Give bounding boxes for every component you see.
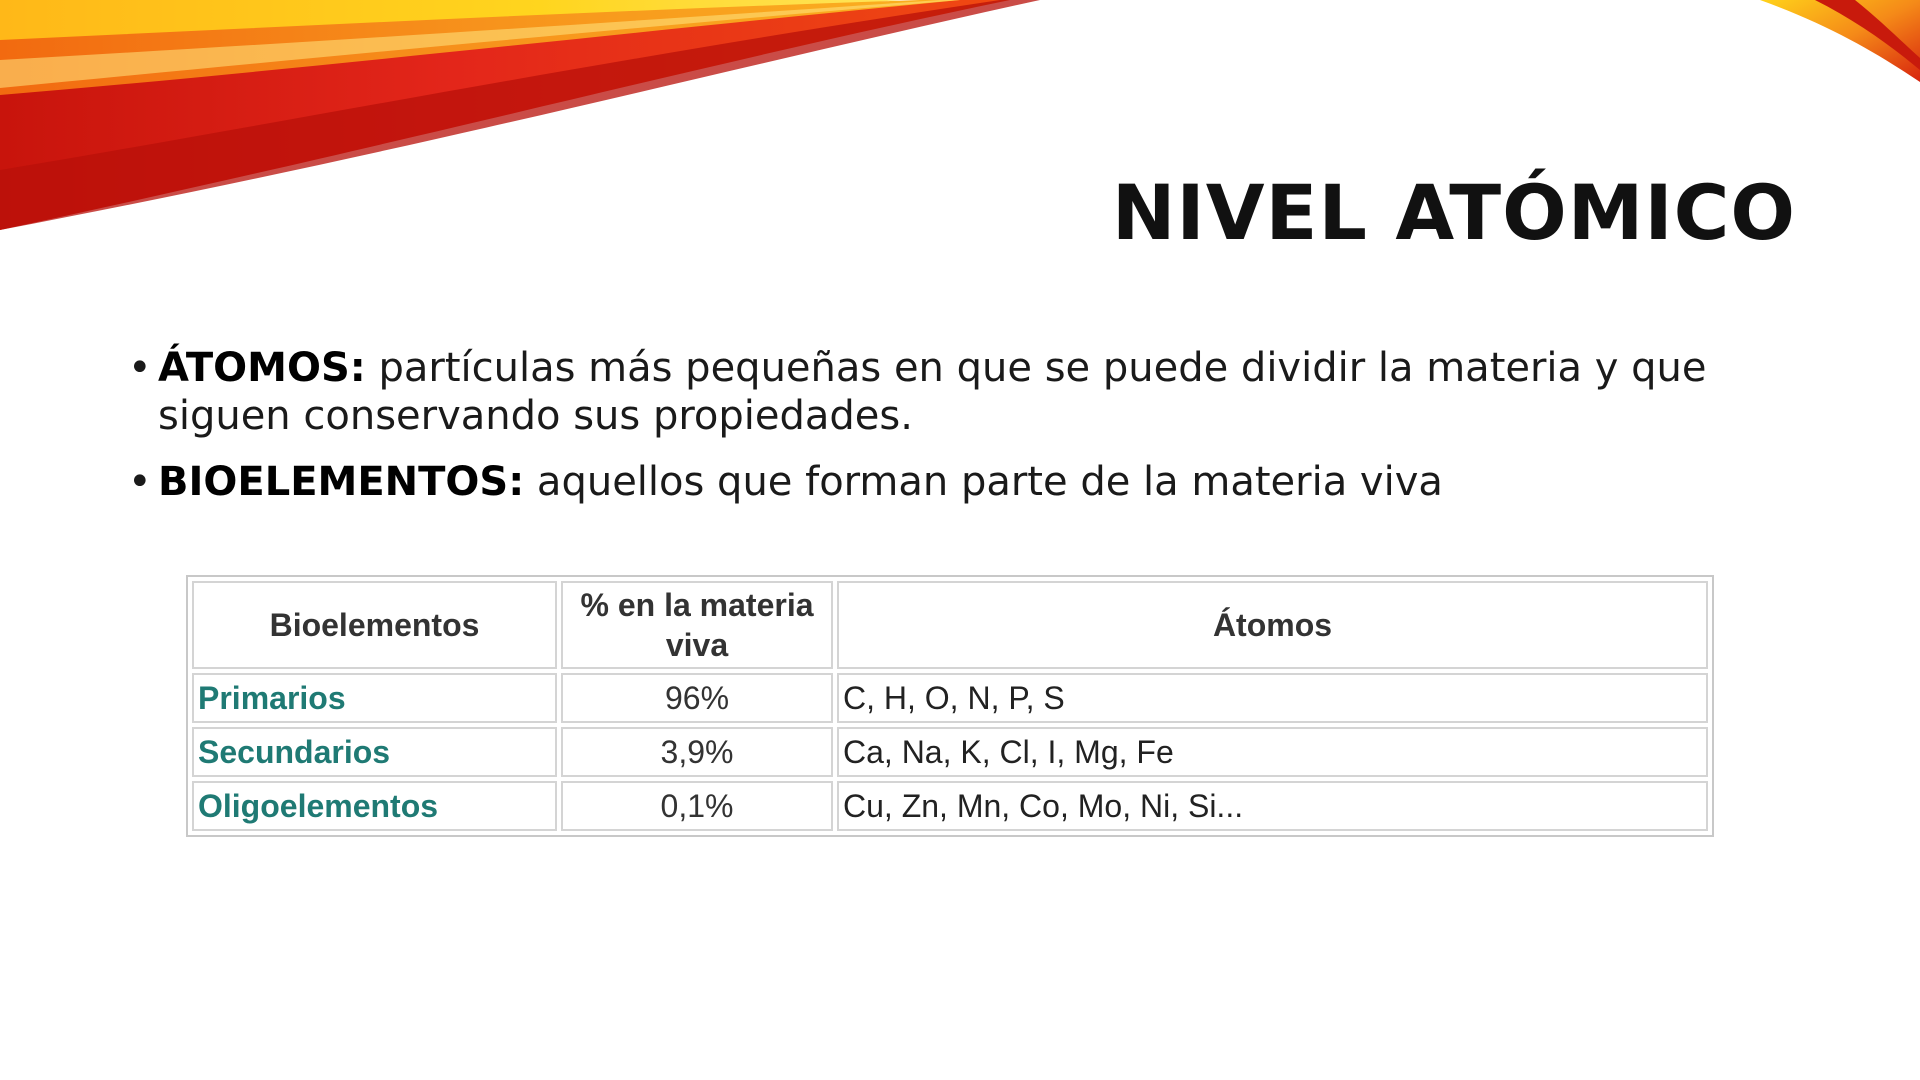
table-row — [192, 673, 1708, 723]
bullet-list — [128, 344, 1808, 524]
bullet-text: partículas más pequeñas en que se puede dividir la materia y que siguen conservando sus propiedades. — [158, 345, 1707, 439]
cell-category: Primarios — [192, 673, 557, 723]
cell-percent: 96% — [561, 673, 833, 723]
bioelements-table — [186, 575, 1714, 837]
table-header-row — [192, 581, 1708, 669]
cell-atoms: Ca, Na, K, Cl, I, Mg, Fe — [837, 727, 1708, 777]
cell-percent: 0,1% — [561, 781, 833, 831]
header-bioelementos: Bioelementos — [192, 581, 557, 669]
slide-title: NIVEL ATÓMICO — [1111, 168, 1796, 257]
cell-atoms: Cu, Zn, Mn, Co, Mo, Ni, Si... — [837, 781, 1708, 831]
bullet-term: BIOELEMENTOS: — [158, 459, 525, 505]
cell-atoms: C, H, O, N, P, S — [837, 673, 1708, 723]
header-atomos: Átomos — [837, 581, 1708, 669]
table-row — [192, 781, 1708, 831]
bullet-bioelementos — [128, 458, 1808, 506]
cell-category: Secundarios — [192, 727, 557, 777]
bullet-atomos — [128, 344, 1808, 440]
bullet-term: ÁTOMOS: — [158, 345, 366, 391]
bullet-dot-icon: • — [128, 459, 152, 505]
cell-percent: 3,9% — [561, 727, 833, 777]
table-row — [192, 727, 1708, 777]
bioelements-table-container — [186, 575, 1714, 837]
bullet-text: aquellos que forman parte de la materia viva — [524, 459, 1443, 505]
cell-category: Oligoelementos — [192, 781, 557, 831]
bullet-dot-icon: • — [128, 345, 152, 391]
header-percent: % en la materia viva — [561, 581, 833, 669]
